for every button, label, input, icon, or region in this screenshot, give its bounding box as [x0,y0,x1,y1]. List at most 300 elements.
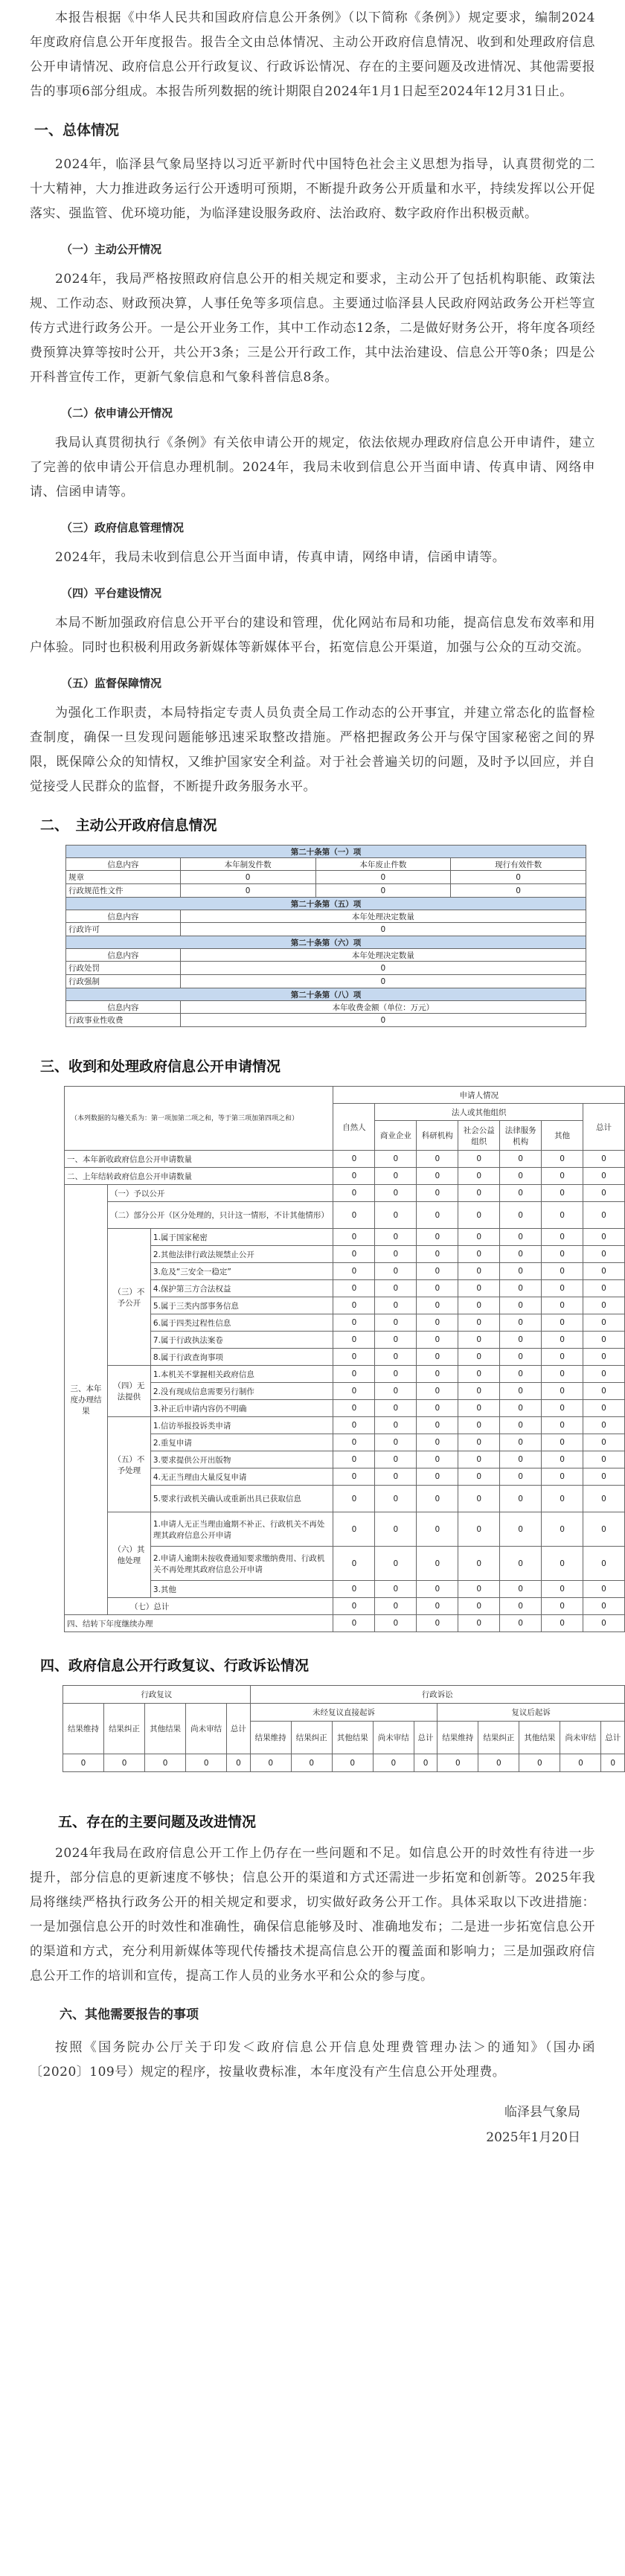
count-cell: 0 [417,1280,458,1297]
count-cell: 0 [500,1615,542,1632]
count-cell: 0 [414,1754,437,1772]
count-cell: 0 [373,1754,414,1772]
subsection-application-disclosure: （二）依申请公开情况 [61,406,173,420]
count-cell: 0 [500,1451,542,1468]
count-cell: 0 [500,1202,542,1229]
count-cell: 0 [583,1400,625,1417]
count-cell: 0 [417,1314,458,1332]
article-20-6-header: 第二十条第（六）项 [66,936,586,949]
count-cell: 0 [333,1383,375,1400]
count-cell: 0 [333,1417,375,1434]
count-cell: 0 [227,1754,250,1772]
direct-litigation-header: 未经复议直接起诉 [250,1704,438,1722]
count-cell: 0 [104,1754,145,1772]
count-cell: 0 [458,1581,500,1598]
count-cell: 0 [583,1366,625,1383]
count-cell: 0 [542,1280,583,1297]
count-cell: 0 [375,1400,417,1417]
count-cell: 0 [375,1468,417,1486]
count-cell: 0 [375,1486,417,1512]
count-cell: 0 [333,1400,375,1417]
count-cell: 0 [500,1468,542,1486]
other-matters-paragraph: 按照《国务院办公厅关于印发＜政府信息公开信息处理费管理办法＞的通知》（国办函〔2020〕109号）规定的程序，按量收费标准，本年度没有产生信息公开处理费。 [30,2040,595,2080]
count-cell: 0 [417,1598,458,1615]
count-cell: 0 [542,1451,583,1468]
row-label: 1.申请人无正当理由逾期不补正、行政机关不再处理其政府信息公开申请 [150,1512,333,1547]
count-cell: 0 [333,1512,375,1547]
table-cell: 0 [180,884,315,898]
count-cell: 0 [375,1366,417,1383]
count-cell: 0 [375,1185,417,1202]
column-header: 法律服务机构 [500,1121,542,1151]
count-cell: 0 [333,1451,375,1468]
count-cell: 0 [375,1246,417,1263]
column-header: 其他结果 [332,1722,373,1754]
count-cell: 0 [333,1263,375,1280]
row-label: 4.无正当理由大量反复申请 [150,1468,333,1486]
row-label: 3.其他 [150,1581,333,1598]
litigation-header: 行政诉讼 [250,1686,624,1704]
count-cell: 0 [583,1202,625,1229]
count-cell: 0 [375,1434,417,1451]
count-cell: 0 [458,1451,500,1468]
count-cell: 0 [458,1229,500,1246]
count-cell: 0 [542,1417,583,1434]
count-cell: 0 [583,1512,625,1547]
count-cell: 0 [458,1263,500,1280]
count-cell: 0 [375,1451,417,1468]
count-cell: 0 [542,1434,583,1451]
count-cell: 0 [542,1314,583,1332]
column-header: 尚未审结 [560,1722,601,1754]
row-label: 8.属于行政查询事项 [150,1349,333,1366]
row-label: （二）部分公开（区分处理的，只计这一情形，不计其他情形） [107,1202,333,1229]
count-cell: 0 [458,1349,500,1366]
row-label: 一、本年新收政府信息公开申请数量 [65,1151,333,1168]
row-label: 2.没有现成信息需要另行制作 [150,1383,333,1400]
column-header: 现行有效件数 [451,858,586,871]
count-cell: 0 [458,1598,500,1615]
count-cell: 0 [375,1202,417,1229]
application-disclosure-paragraph: 我局认真贯彻执行《条例》有关依申请公开的规定，依法依规办理政府信息公开申请件，建立了完善的依申请公开信息办理机制。2024年，我局未收到信息公开当面申请、传真申请、网络申请、信函申请等。 [30,435,595,499]
table-corner-note: （本列数据的勾稽关系为：第一项加第二项之和，等于第三项加第四项之和） [65,1087,333,1151]
count-cell: 0 [542,1598,583,1615]
count-cell: 0 [583,1434,625,1451]
count-cell: 0 [458,1280,500,1297]
count-cell: 0 [291,1754,332,1772]
row-label: 3.补正后申请内容仍不明确 [150,1400,333,1417]
count-cell: 0 [583,1547,625,1581]
column-header: 信息内容 [66,949,181,962]
count-cell: 0 [458,1297,500,1314]
count-cell: 0 [417,1451,458,1468]
after-review-header: 复议后起诉 [438,1704,625,1722]
count-cell: 0 [500,1314,542,1332]
count-cell: 0 [417,1229,458,1246]
count-cell: 0 [417,1512,458,1547]
count-cell: 0 [542,1366,583,1383]
count-cell: 0 [542,1486,583,1512]
count-cell: 0 [500,1263,542,1280]
subsection-info-management: （三）政府信息管理情况 [61,521,185,534]
row-label: 四、结转下年度继续办理 [65,1615,333,1632]
count-cell: 0 [333,1366,375,1383]
count-cell: 0 [375,1383,417,1400]
count-cell: 0 [542,1349,583,1366]
count-cell: 0 [500,1349,542,1366]
count-cell: 0 [583,1417,625,1434]
column-header: 结果维持 [63,1704,104,1754]
count-cell: 0 [417,1366,458,1383]
count-cell: 0 [583,1263,625,1280]
count-cell: 0 [458,1202,500,1229]
count-cell: 0 [542,1185,583,1202]
count-cell: 0 [417,1202,458,1229]
count-cell: 0 [375,1263,417,1280]
count-cell: 0 [333,1486,375,1512]
row-label: 6.属于四类过程性信息 [150,1314,333,1332]
count-cell: 0 [458,1547,500,1581]
category-label: （三）不予公开 [107,1229,150,1366]
row-label: 2.重复申请 [150,1434,333,1451]
column-header: 本年处理决定数量 [180,949,586,962]
count-cell: 0 [458,1151,500,1168]
count-cell: 0 [417,1168,458,1185]
count-cell: 0 [458,1314,500,1332]
total-header: 总计 [583,1104,625,1151]
count-cell: 0 [500,1366,542,1383]
count-cell: 0 [500,1581,542,1598]
count-cell: 0 [375,1349,417,1366]
info-management-paragraph: 2024年，我局未收到信息公开当面申请，传真申请，网络申请，信函申请等。 [55,550,506,565]
column-header: 结果维持 [438,1722,478,1754]
count-cell: 0 [458,1332,500,1349]
article-20-5-header: 第二十条第（五）项 [66,898,586,910]
row-label: 2.申请人逾期未按收费通知要求缴纳费用、行政机关不再处理其政府信息公开申请 [150,1547,333,1581]
column-header: 总计 [601,1722,625,1754]
count-cell: 0 [458,1417,500,1434]
count-cell: 0 [583,1468,625,1486]
count-cell: 0 [542,1615,583,1632]
count-cell: 0 [583,1229,625,1246]
legal-person-header: 法人或其他组织 [375,1104,583,1121]
count-cell: 0 [417,1434,458,1451]
count-cell: 0 [375,1547,417,1581]
row-label: 1.本机关不掌握相关政府信息 [150,1366,333,1383]
row-label: 规章 [66,871,181,884]
category-label: （五）不予处理 [107,1417,150,1512]
count-cell: 0 [500,1547,542,1581]
count-cell: 0 [583,1486,625,1512]
count-cell: 0 [458,1383,500,1400]
application-table [64,1086,625,1632]
column-header: 社会公益组织 [458,1121,500,1151]
row-label: （七）总计 [107,1598,333,1615]
count-cell: 0 [333,1280,375,1297]
count-cell: 0 [417,1468,458,1486]
count-cell: 0 [375,1332,417,1349]
table-cell: 0 [315,871,451,884]
review-header: 行政复议 [63,1686,251,1704]
count-cell: 0 [333,1297,375,1314]
count-cell: 0 [542,1202,583,1229]
count-cell: 0 [417,1383,458,1400]
count-cell: 0 [583,1598,625,1615]
column-header: 总计 [414,1722,437,1754]
count-cell: 0 [542,1547,583,1581]
count-cell: 0 [417,1400,458,1417]
count-cell: 0 [542,1468,583,1486]
count-cell: 0 [186,1754,227,1772]
table-cell: 0 [451,884,586,898]
count-cell: 0 [458,1512,500,1547]
count-cell: 0 [333,1314,375,1332]
count-cell: 0 [417,1246,458,1263]
count-cell: 0 [417,1297,458,1314]
count-cell: 0 [417,1151,458,1168]
count-cell: 0 [583,1615,625,1632]
count-cell: 0 [478,1754,519,1772]
row-label: 4.保护第三方合法权益 [150,1280,333,1297]
count-cell: 0 [375,1229,417,1246]
count-cell: 0 [458,1486,500,1512]
row-label: 行政事业性收费 [66,1014,181,1027]
row-label: 二、上年结转政府信息公开申请数量 [65,1168,333,1185]
category-label: （四）无法提供 [107,1366,150,1417]
platform-paragraph: 本局不断加强政府信息公开平台的建设和管理，优化网站布局和功能，提高信息发布效率和用户体验。同时也积极利用政务新媒体等新媒体平台，拓宽信息公开渠道，加强与公众的互动交流。 [30,616,595,655]
row-label: （一）予以公开 [107,1185,333,1202]
count-cell: 0 [542,1581,583,1598]
count-cell: 0 [417,1486,458,1512]
column-header: 本年废止件数 [315,858,451,871]
column-header: 尚未审结 [373,1722,414,1754]
count-cell: 0 [542,1168,583,1185]
count-cell: 0 [583,1185,625,1202]
count-cell: 0 [500,1598,542,1615]
column-header: 本年处理决定数量 [180,910,586,923]
count-cell: 0 [500,1417,542,1434]
count-cell: 0 [375,1615,417,1632]
signature-org: 临泽县气象局 [504,2105,580,2120]
count-cell: 0 [458,1185,500,1202]
count-cell: 0 [333,1229,375,1246]
review-litigation-table [62,1685,625,1772]
count-cell: 0 [583,1297,625,1314]
count-cell: 0 [560,1754,601,1772]
table-cell: 0 [451,871,586,884]
row-label: 5.属于三类内部事务信息 [150,1297,333,1314]
row-label: 2.其他法律行政法规禁止公开 [150,1246,333,1263]
count-cell: 0 [333,1332,375,1349]
count-cell: 0 [542,1400,583,1417]
signature-date: 2025年1月20日 [486,2130,580,2145]
count-cell: 0 [438,1754,478,1772]
count-cell: 0 [583,1383,625,1400]
column-header: 总计 [227,1704,250,1754]
count-cell: 0 [375,1581,417,1598]
count-cell: 0 [375,1168,417,1185]
active-disclosure-table [65,845,586,1027]
count-cell: 0 [583,1581,625,1598]
section-2-title: 二、 主动公开政府信息情况 [40,817,217,834]
count-cell: 0 [417,1185,458,1202]
article-20-1-header: 第二十条第（一）项 [66,846,586,858]
column-header: 其他结果 [145,1704,186,1754]
table-cell: 0 [180,923,586,936]
count-cell: 0 [500,1229,542,1246]
count-cell: 0 [583,1332,625,1349]
table-cell: 0 [180,975,586,988]
column-header: 本年制发件数 [180,858,315,871]
count-cell: 0 [500,1434,542,1451]
section-1-paragraph: 2024年，临泽县气象局坚持以习近平新时代中国特色社会主义思想为指导，认真贯彻党的二十大精神，大力推进政务运行公开透明可预期，不断提升政务公开质量和水平，持续发挥以公开促落实、强监管、优环境功能，为临泽建设服务政府、法治政府、数字政府作出积极贡献。 [30,157,595,221]
count-cell: 0 [583,1168,625,1185]
count-cell: 0 [601,1754,625,1772]
issues-paragraph: 2024年我局在政府信息公开工作上仍存在一些问题和不足。如信息公开的时效性有待进一步提升，部分信息的更新速度不够快；信息公开的渠道和方式还需进一步拓宽和创新等。2025年我局将继续严格执行政务公开的相关规定和要求，切实做好政务公开工作。具体采取以下改进措施：一是加强信息公开的时效性和准确性，确保信息能够及时、准确地发布；二是进一步拓宽信息公开的渠道和方式，充分利用新媒体等现代传播技术提高信息公开的覆盖面和影响力；三是加强政府信息公开工作的培训和宣传，提高工作人员的业务水平和公众的参与度。 [30,1846,595,1984]
count-cell: 0 [500,1297,542,1314]
count-cell: 0 [500,1383,542,1400]
column-header: 本年收费金额（单位：万元） [180,1001,586,1014]
row-label: 1.信访举报投诉类申请 [150,1417,333,1434]
count-cell: 0 [417,1547,458,1581]
column-header: 信息内容 [66,858,181,871]
count-cell: 0 [500,1246,542,1263]
row-label: 3.危及“三安全一稳定” [150,1263,333,1280]
count-cell: 0 [417,1417,458,1434]
subsection-supervision: （五）监督保障情况 [61,677,162,690]
count-cell: 0 [333,1185,375,1202]
count-cell: 0 [333,1615,375,1632]
count-cell: 0 [63,1754,104,1772]
count-cell: 0 [458,1434,500,1451]
count-cell: 0 [417,1349,458,1366]
section-3-title: 三、收到和处理政府信息公开申请情况 [40,1058,281,1075]
count-cell: 0 [583,1151,625,1168]
count-cell: 0 [332,1754,373,1772]
count-cell: 0 [145,1754,186,1772]
count-cell: 0 [542,1246,583,1263]
count-cell: 0 [375,1280,417,1297]
row-label: 行政处罚 [66,962,181,975]
table-cell: 0 [180,871,315,884]
count-cell: 0 [375,1512,417,1547]
count-cell: 0 [333,1168,375,1185]
count-cell: 0 [583,1349,625,1366]
count-cell: 0 [458,1468,500,1486]
count-cell: 0 [500,1168,542,1185]
column-header: 信息内容 [66,1001,181,1014]
count-cell: 0 [417,1332,458,1349]
section-1-title: 一、总体情况 [34,122,120,138]
table-cell: 0 [180,1014,586,1027]
section-6-title: 六、其他需要报告的事项 [60,2007,199,2022]
count-cell: 0 [333,1547,375,1581]
column-header: 结果纠正 [104,1704,145,1754]
column-header: 结果纠正 [291,1722,332,1754]
subsection-platform: （四）平台建设情况 [61,587,162,600]
count-cell: 0 [333,1468,375,1486]
count-cell: 0 [458,1400,500,1417]
count-cell: 0 [500,1185,542,1202]
count-cell: 0 [583,1246,625,1263]
count-cell: 0 [542,1151,583,1168]
section-4-title: 四、政府信息公开行政复议、行政诉讼情况 [40,1658,310,1674]
count-cell: 0 [333,1151,375,1168]
count-cell: 0 [458,1246,500,1263]
column-header: 尚未审结 [186,1704,227,1754]
count-cell: 0 [417,1581,458,1598]
column-header: 商业企业 [375,1121,417,1151]
active-disclosure-paragraph: 2024年，我局严格按照政府信息公开的相关规定和要求，主动公开了包括机构职能、政策法规、工作动态、财政预决算，人事任免等多项信息。主要通过临泽县人民政府网站政务公开栏等宣传方式进行政务公开。一是公开业务工作，其中工作动态12条，二是做好财务公开，将年度各项经费预算决算等按时公开，共公开3条；三是公开行政工作，其中法治建设、信息公开等0条；四是公开科普宣传工作，更新气象信息和气象科普信息8条。 [30,272,595,385]
count-cell: 0 [500,1486,542,1512]
natural-person-header: 自然人 [333,1104,375,1151]
count-cell: 0 [417,1615,458,1632]
row-label: 5.要求行政机关确认或重新出具已获取信息 [150,1486,333,1512]
subsection-active-disclosure: （一）主动公开情况 [61,243,162,256]
count-cell: 0 [333,1349,375,1366]
count-cell: 0 [500,1400,542,1417]
column-header: 结果纠正 [478,1722,519,1754]
count-cell: 0 [458,1366,500,1383]
column-header: 其他 [542,1121,583,1151]
table-cell: 0 [315,884,451,898]
row-label: 7.属于行政执法案卷 [150,1332,333,1349]
row-label: 3.要求提供公开出版物 [150,1451,333,1468]
category-label: （六）其他处理 [107,1512,150,1598]
count-cell: 0 [375,1297,417,1314]
count-cell: 0 [500,1280,542,1297]
count-cell: 0 [583,1280,625,1297]
count-cell: 0 [542,1332,583,1349]
count-cell: 0 [500,1151,542,1168]
column-header: 信息内容 [66,910,181,923]
count-cell: 0 [375,1314,417,1332]
count-cell: 0 [333,1434,375,1451]
count-cell: 0 [500,1512,542,1547]
count-cell: 0 [375,1151,417,1168]
section-5-title: 五、存在的主要问题及改进情况 [58,1814,257,1830]
count-cell: 0 [333,1246,375,1263]
article-20-8-header: 第二十条第（八）项 [66,988,586,1001]
count-cell: 0 [583,1314,625,1332]
count-cell: 0 [542,1229,583,1246]
count-cell: 0 [542,1512,583,1547]
count-cell: 0 [458,1615,500,1632]
count-cell: 0 [458,1168,500,1185]
result-group-label: 三、本年度办理结果 [65,1185,108,1615]
count-cell: 0 [542,1383,583,1400]
count-cell: 0 [542,1297,583,1314]
applicant-header: 申请人情况 [333,1087,625,1104]
row-label: 1.属于国家秘密 [150,1229,333,1246]
intro-paragraph: 本报告根据《中华人民共和国政府信息公开条例》（以下简称《条例》）规定要求，编制2024年度政府信息公开年度报告。报告全文由总体情况、主动公开政府信息情况、收到和处理政府信息公开申请情况、政府信息公开行政复议、行政诉讼情况、存在的主要问题及改进情况、其他需要报告的事项6部分组成。本报告所列数据的统计期限自2024年1月1日起至2024年12月31日止。 [30,10,595,99]
table-cell: 0 [180,962,586,975]
column-header: 结果维持 [250,1722,291,1754]
count-cell: 0 [417,1263,458,1280]
count-cell: 0 [500,1332,542,1349]
count-cell: 0 [333,1598,375,1615]
row-label: 行政许可 [66,923,181,936]
column-header: 其他结果 [519,1722,560,1754]
count-cell: 0 [583,1451,625,1468]
count-cell: 0 [333,1581,375,1598]
count-cell: 0 [375,1417,417,1434]
count-cell: 0 [375,1598,417,1615]
count-cell: 0 [333,1202,375,1229]
count-cell: 0 [250,1754,291,1772]
row-label: 行政规范性文件 [66,884,181,898]
column-header: 科研机构 [417,1121,458,1151]
